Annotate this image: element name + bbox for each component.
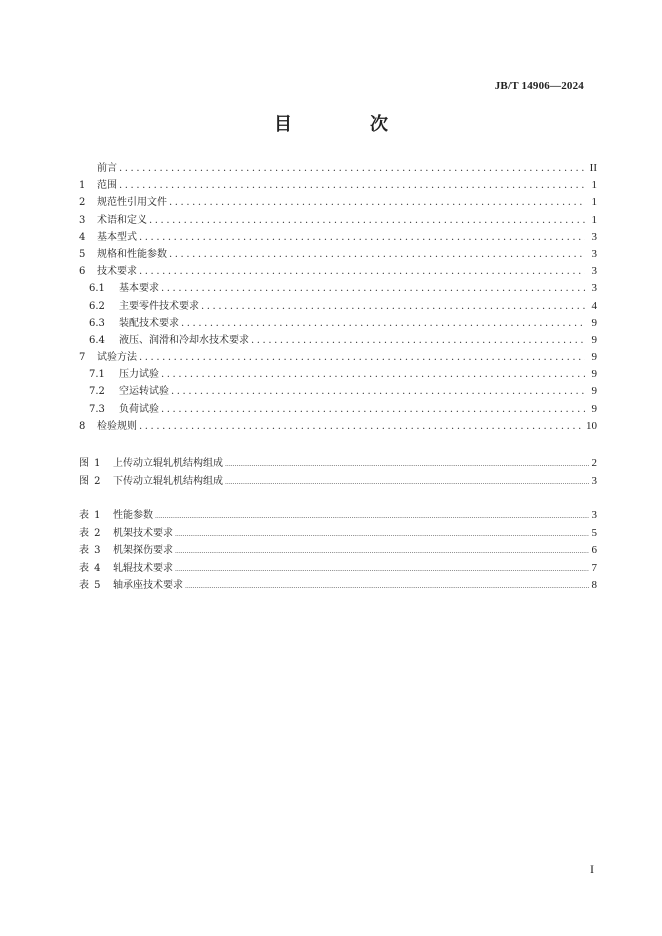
dot-leader: [175, 543, 589, 561]
dot-leader: [251, 332, 585, 349]
toc-entry[interactable]: [79, 177, 597, 194]
dot-leader: [169, 246, 585, 263]
dot-leader: [119, 177, 585, 194]
toc-entry-label: 基本要求: [119, 283, 159, 295]
toc-entry-number: 6.2: [89, 300, 105, 312]
toc-entry-label: 规格和性能参数: [97, 248, 167, 260]
toc-entry-page: 9: [591, 351, 597, 364]
toc-entry-label: 装配技术要求: [119, 317, 179, 329]
toc-entry[interactable]: [79, 229, 597, 246]
dot-leader: [139, 349, 585, 366]
toc-entry-label: 主要零件技术要求: [119, 300, 199, 312]
toc-entry[interactable]: [79, 263, 597, 280]
dot-leader: [175, 526, 589, 544]
dot-leader: [225, 474, 589, 492]
table-label: 轴承座技术要求: [113, 580, 183, 592]
toc-entry-label: 液压、润滑和冷却水技术要求: [119, 334, 249, 346]
table-label: 性能参数: [113, 510, 153, 521]
toc-entry-page: II: [589, 162, 597, 174]
toc-entry-number: 4: [79, 231, 86, 243]
toc-entry-label: 负荷试验: [119, 403, 159, 415]
table-page: 3: [591, 509, 597, 521]
table-label: 轧辊技术要求: [113, 562, 173, 574]
table-page: 7: [591, 561, 597, 574]
dot-leader: [185, 578, 589, 596]
toc-subentry[interactable]: [79, 315, 597, 332]
figure-label: 下传动立辊轧机结构组成: [113, 475, 223, 487]
table-entry[interactable]: [79, 507, 597, 525]
toc-entry-number: 7.1: [89, 369, 105, 381]
dot-leader: [175, 561, 589, 579]
dot-leader: [155, 508, 589, 526]
toc-entry-page: 9: [591, 385, 597, 398]
toc-entry-page: 9: [591, 368, 597, 381]
toc-entry-page: 1: [591, 213, 597, 226]
toc-subentry[interactable]: [79, 298, 597, 315]
dot-leader: [139, 263, 585, 280]
toc-entry[interactable]: [79, 246, 597, 263]
toc-entry-page: 1: [591, 196, 597, 209]
toc-subentry[interactable]: [79, 366, 597, 383]
toc-entry-number: 1: [79, 180, 86, 192]
dot-leader: [225, 456, 589, 474]
toc-entry-label: 基本型式: [97, 231, 137, 243]
toc-entry-label: 范围: [97, 180, 117, 192]
toc-entry[interactable]: [79, 212, 597, 229]
figure-page: 3: [591, 474, 597, 487]
toc-entry[interactable]: [79, 160, 597, 177]
table-of-contents: [79, 160, 597, 435]
toc-entry-number: 6: [79, 266, 86, 278]
dot-leader: [161, 401, 585, 418]
toc-entry-number: 7: [79, 352, 86, 364]
toc-entry-number: 6.3: [89, 317, 105, 329]
dot-leader: [149, 212, 585, 229]
figure-number: 图 2: [79, 475, 102, 487]
table-entry[interactable]: [79, 577, 597, 595]
toc-entry-number: 7.3: [89, 403, 105, 415]
toc-entry-number: 6.1: [89, 283, 105, 295]
toc-entry[interactable]: [79, 349, 597, 366]
table-page: 6: [591, 544, 597, 557]
dot-leader: [161, 280, 585, 297]
table-page: 5: [591, 526, 597, 539]
toc-entry-page: 10: [586, 419, 597, 432]
dot-leader: [201, 298, 585, 315]
toc-entry-label: 检验规则: [97, 420, 137, 432]
toc-subentry[interactable]: [79, 383, 597, 400]
toc-entry[interactable]: [79, 194, 597, 211]
figure-number: 图 1: [79, 458, 102, 469]
toc-subentry[interactable]: [79, 332, 597, 349]
toc-entry-label: 技术要求: [97, 266, 137, 278]
toc-entry-label: 规范性引用文件: [97, 197, 167, 209]
toc-entry-label: 术语和定义: [97, 214, 147, 226]
list-of-tables: [79, 507, 597, 595]
dot-leader: [139, 229, 585, 246]
toc-subentry[interactable]: [79, 401, 597, 418]
page-title: 目 次: [274, 114, 418, 135]
table-number: 表 4: [79, 562, 102, 574]
toc-entry-number: 2: [79, 197, 86, 209]
toc-entry-number: 7.2: [89, 386, 105, 398]
dot-leader: [171, 383, 585, 400]
table-page: 8: [591, 579, 597, 592]
toc-entry-label: 压力试验: [119, 369, 159, 381]
toc-entry-label: 空运转试验: [119, 386, 169, 398]
toc-entry-label: 试验方法: [97, 352, 137, 364]
toc-entry-number: 5: [79, 248, 86, 260]
dot-leader: [139, 418, 582, 435]
toc-entry-page: 3: [591, 282, 597, 295]
toc-entry-page: 9: [591, 316, 597, 329]
toc-entry-page: 9: [591, 402, 597, 415]
toc-entry-page: 4: [591, 299, 597, 312]
toc-entry-page: 3: [591, 265, 597, 278]
standard-number: JB/T 14906—2024: [494, 80, 584, 92]
table-number: 表 2: [79, 527, 102, 539]
table-entry[interactable]: [79, 542, 597, 560]
toc-entry[interactable]: [79, 418, 597, 435]
toc-entry-number: 6.4: [89, 334, 105, 346]
table-entry[interactable]: [79, 525, 597, 543]
toc-entry-page: 3: [591, 247, 597, 260]
table-label: 机架技术要求: [113, 527, 173, 539]
toc-entry-number: 8: [79, 420, 86, 432]
page-number: I: [590, 862, 594, 876]
table-number: 表 5: [79, 580, 102, 592]
dot-leader: [169, 194, 585, 211]
dot-leader: [161, 366, 585, 383]
dot-leader: [181, 315, 585, 332]
figure-entry[interactable]: [79, 455, 597, 473]
toc-entry-label: 前言: [97, 163, 117, 174]
table-number: 表 3: [79, 545, 102, 557]
toc-subentry[interactable]: [79, 280, 597, 297]
figure-label: 上传动立辊轧机结构组成: [113, 458, 223, 469]
toc-entry-page: 9: [591, 333, 597, 346]
table-label: 机架探伤要求: [113, 545, 173, 557]
dot-leader: [119, 160, 585, 177]
table-number: 表 1: [79, 510, 102, 521]
toc-entry-page: 3: [591, 230, 597, 243]
figure-page: 2: [591, 457, 597, 469]
table-entry[interactable]: [79, 560, 597, 578]
list-of-figures: [79, 455, 597, 490]
toc-entry-page: 1: [591, 179, 597, 192]
figure-entry[interactable]: [79, 473, 597, 491]
toc-entry-number: 3: [79, 214, 86, 226]
